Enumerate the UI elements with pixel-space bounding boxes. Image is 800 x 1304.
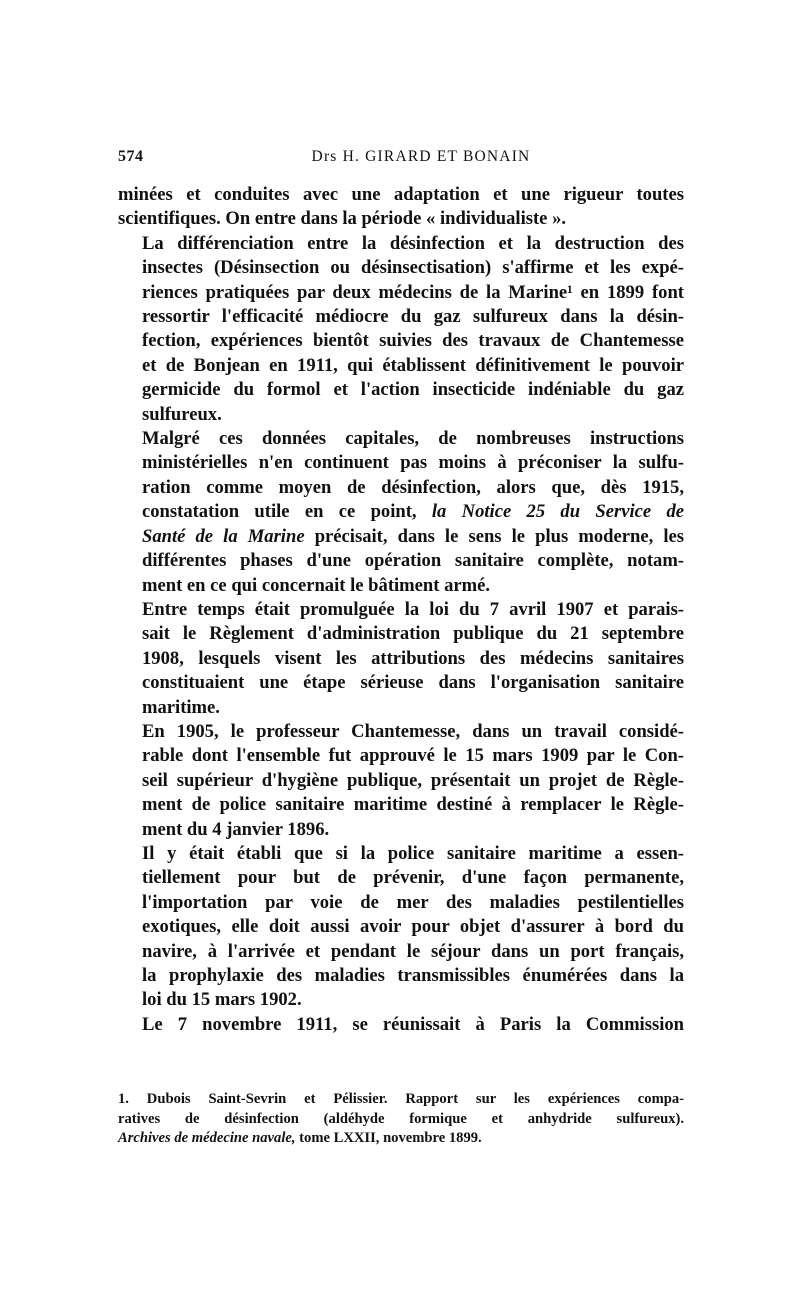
paragraph bbox=[118, 427, 684, 598]
running-head: Drs H. GIRARD ET BONAIN bbox=[311, 148, 531, 165]
page-number: 574 bbox=[118, 148, 144, 165]
paragraph bbox=[118, 1013, 684, 1037]
text-line: sulfureux. bbox=[142, 403, 222, 425]
italic-reference: la Notice 25 du Service de bbox=[431, 501, 684, 523]
body-text bbox=[118, 183, 684, 1037]
text-line: minées et conduites avec une adaptation et une rigueur toutes bbox=[118, 184, 684, 205]
footnote-line: 1. Dubois Saint-Sevrin et Pélissier. Rapport sur les expériences compa- bbox=[118, 1091, 684, 1107]
journal-title: Archives de médecine navale, bbox=[118, 1130, 296, 1147]
text-line: ment en ce qui concernait le bâtiment armé. bbox=[142, 574, 491, 596]
text-line: Entre temps était promulguée la loi du 7 avril 1907 et parais- bbox=[142, 598, 684, 620]
text-line: 1908, lesquels visent les attributions des médecins sanitaires bbox=[142, 647, 684, 669]
text-line: ment du 4 janvier 1896. bbox=[142, 818, 330, 840]
page-header bbox=[118, 148, 684, 170]
text-segment: précisait, dans le sens le plus moderne, les bbox=[304, 525, 684, 547]
paragraph bbox=[118, 842, 684, 1013]
text-line: ministérielles n'en continuent pas moins à préconiser la sulfu- bbox=[142, 452, 684, 474]
text-line: Le 7 novembre 1911, se réunissait à Paris la Commission bbox=[142, 1013, 684, 1035]
text-line: Malgré ces données capitales, de nombreuses instructions bbox=[142, 428, 684, 450]
footnote-citation: tome LXXII, novembre 1899. bbox=[295, 1130, 482, 1147]
text-line: Il y était établi que si la police sanitaire maritime a essen- bbox=[142, 842, 684, 864]
text-line: insectes (Désinsection ou désinsectisation) s'affirme et les expé- bbox=[142, 257, 684, 279]
paragraph bbox=[118, 183, 684, 232]
paragraph bbox=[118, 598, 684, 720]
italic-reference: Santé de la Marine bbox=[142, 525, 305, 547]
text-line: tiellement pour but de prévenir, d'une façon permanente, bbox=[142, 867, 684, 889]
text-line: riences pratiquées par deux médecins de la Marine¹ en 1899 font bbox=[142, 281, 684, 303]
footnote-line bbox=[118, 1129, 684, 1149]
text-line: l'importation par voie de mer des maladies pestilentielles bbox=[142, 891, 684, 913]
text-line bbox=[118, 525, 684, 549]
text-line bbox=[118, 500, 684, 524]
text-line: fection, expériences bientôt suivies des travaux de Chantemesse bbox=[142, 330, 684, 352]
text-line: exotiques, elle doit aussi avoir pour objet d'assurer à bord du bbox=[142, 916, 684, 938]
text-line: et de Bonjean en 1911, qui établissent définitivement le pouvoir bbox=[142, 354, 684, 376]
text-line: la prophylaxie des maladies transmissibles énumérées dans la bbox=[142, 965, 684, 986]
paragraph bbox=[118, 720, 684, 842]
text-line: germicide du formol et l'action insecticide indéniable du gaz bbox=[142, 379, 684, 401]
text-line: rable dont l'ensemble fut approuvé le 15 mars 1909 par le Con- bbox=[142, 745, 684, 767]
text-line: La différenciation entre la désinfection et la destruction des bbox=[142, 232, 684, 254]
text-line: maritime. bbox=[142, 696, 220, 718]
text-line: sait le Règlement d'administration publique du 21 septembre bbox=[142, 623, 684, 645]
text-segment: constatation utile en ce point, bbox=[142, 501, 432, 523]
footnote bbox=[118, 1090, 684, 1149]
text-line: En 1905, le professeur Chantemesse, dans un travail considé- bbox=[142, 720, 684, 742]
text-line: scientifiques. On entre dans la période « individualiste ». bbox=[118, 208, 567, 230]
text-line: navire, à l'arrivée et pendant le séjour dans un port français, bbox=[142, 940, 684, 962]
text-line: différentes phases d'une opération sanitaire complète, notam- bbox=[142, 550, 684, 572]
text-line: ressortir l'efficacité médiocre du gaz sulfureux dans la désin- bbox=[142, 306, 684, 328]
text-line: constituaient une étape sérieuse dans l'organisation sanitaire bbox=[142, 672, 684, 694]
text-line: seil supérieur d'hygiène publique, présentait un projet de Règle- bbox=[142, 769, 684, 791]
footnote-line: ratives de désinfection (aldéhyde formique et anhydride sulfureux). bbox=[118, 1110, 684, 1127]
text-line: ment de police sanitaire maritime destiné à remplacer le Règle- bbox=[142, 794, 684, 816]
text-line: ration comme moyen de désinfection, alors que, dès 1915, bbox=[142, 476, 684, 498]
text-line: loi du 15 mars 1902. bbox=[142, 989, 302, 1011]
paragraph bbox=[118, 232, 684, 427]
